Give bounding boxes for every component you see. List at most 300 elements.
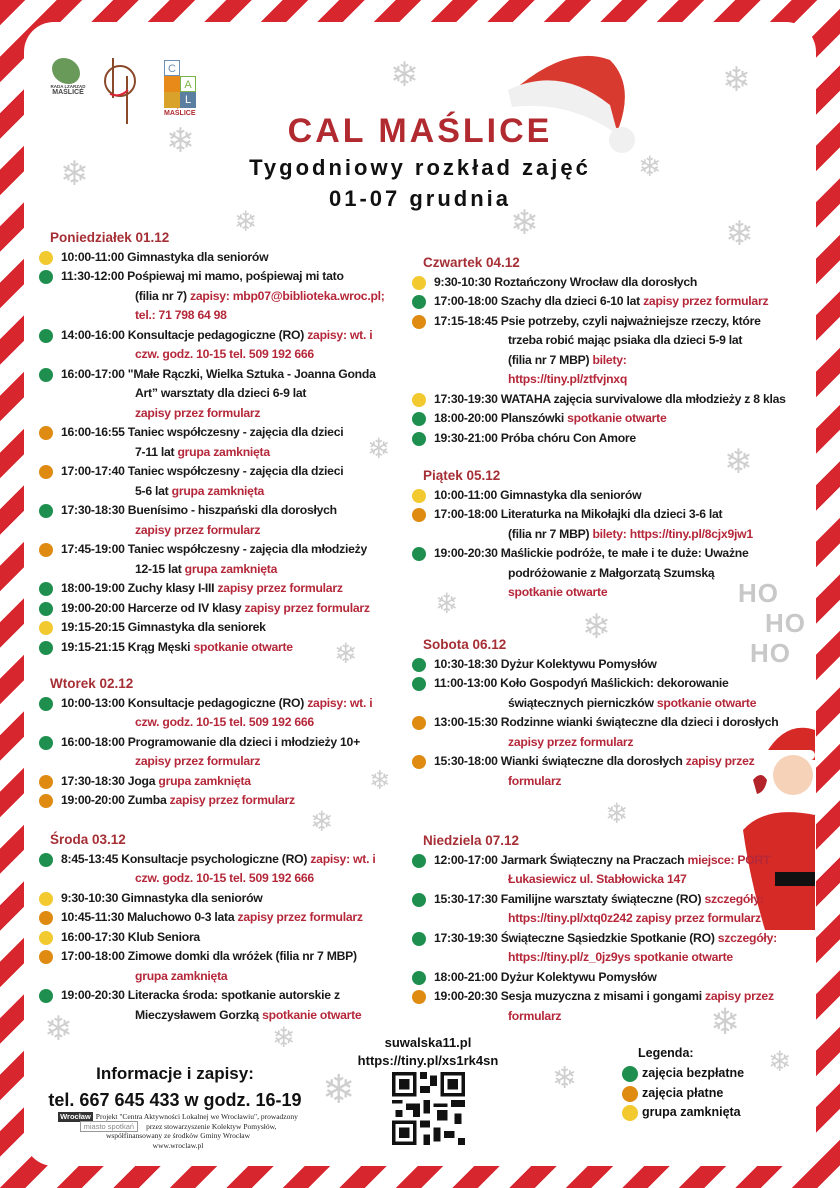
schedule-item: [423, 429, 813, 449]
item-note: czw. godz. 10-15 tel. 509 192 666: [135, 347, 314, 361]
item-continuation: [61, 384, 385, 404]
item-text: "Małe Rączki, Wielka Sztuka - Joanna Gonda: [127, 366, 376, 381]
ho-text: HO: [738, 578, 779, 608]
item-time: 19:00-20:00: [61, 600, 125, 615]
item-continuation: [61, 482, 385, 502]
snowflake-icon: ❄: [390, 55, 419, 95]
item-note: czw. godz. 10-15 tel. 509 192 666: [135, 715, 314, 729]
item-text: świątecznych pierniczków: [508, 695, 657, 710]
item-text: Literaturka na Mikołajki dla dzieci 3-6 lat: [500, 507, 723, 521]
item-continuation: [434, 909, 777, 929]
item-time: 18:00-20:00: [434, 411, 498, 425]
snowflake-icon: ❄: [722, 60, 751, 100]
item-line: [434, 409, 813, 429]
green-dot-icon: [412, 547, 426, 561]
info-block: [40, 1064, 310, 1111]
item-note: formularz: [508, 1008, 562, 1023]
legend-title: Legenda:: [638, 1046, 694, 1060]
item-text: Klub Seniora: [127, 929, 200, 944]
schedule-item: [50, 947, 375, 986]
item-time: 15:30-18:00: [434, 754, 498, 768]
schedule-item: [423, 312, 813, 390]
schedule-item: [50, 928, 375, 948]
item-continuation: [61, 404, 385, 424]
day-wednesday: [50, 830, 375, 1025]
item-continuation: [434, 525, 753, 545]
wroclaw-logo-tagline: miasto spotkań: [80, 1121, 138, 1132]
item-text: Konsultacje pedagogiczne (RO): [127, 327, 308, 342]
item-line: [61, 772, 372, 792]
orange-dot-icon: [412, 716, 426, 730]
item-continuation: [434, 370, 813, 390]
item-text: Konsultacje pedagogiczne (RO): [127, 695, 308, 710]
item-line: [434, 505, 753, 525]
item-line: [61, 947, 375, 967]
orange-dot-icon: [39, 543, 53, 557]
item-text: Koło Gospodyń Maślickich: dekorowanie: [500, 676, 729, 690]
day-heading: Środa 03.12: [50, 832, 126, 847]
item-line: [434, 292, 813, 312]
item-line: [61, 599, 385, 619]
item-line: [61, 733, 372, 753]
item-continuation: [434, 870, 777, 890]
tiny-link[interactable]: https://tiny.pl/xs1rk4sn: [357, 1053, 499, 1068]
item-note: zapisy przez formularz: [237, 910, 363, 924]
item-time: 19:00-20:30: [61, 988, 125, 1002]
schedule-item: [50, 365, 385, 424]
schedule-item: [50, 599, 385, 619]
item-note: czw. godz. 10-15 tel. 509 192 666: [135, 871, 314, 885]
item-time: 9:30-10:30: [61, 890, 119, 905]
yellow-dot-icon: [412, 393, 426, 407]
item-continuation: [61, 287, 385, 307]
item-time: 8:45-13:45: [61, 851, 119, 866]
orange-dot-icon: [39, 950, 53, 964]
cal-logo: [164, 60, 196, 117]
item-time: 17:30-18:30: [61, 503, 125, 517]
green-dot-icon: [412, 658, 426, 672]
website-link[interactable]: suwalska11.pl: [384, 1035, 472, 1050]
info-title: Informacje i zapisy:: [96, 1064, 254, 1083]
item-note: grupa zamknięta: [135, 968, 228, 983]
item-note: spotkanie otwarte: [508, 585, 608, 599]
item-line: [434, 429, 813, 449]
schedule-item: [50, 462, 385, 501]
schedule-item: [50, 908, 375, 928]
item-line: [61, 462, 385, 482]
item-time: 17:30-18:30: [61, 773, 125, 788]
item-time: 11:30-12:00: [61, 269, 124, 283]
schedule-item: [423, 544, 753, 603]
snowflake-icon: ❄: [334, 637, 358, 670]
yellow-dot-icon: [39, 621, 53, 635]
item-time: 17:00-18:00: [61, 949, 125, 963]
item-time: 19:30-21:00: [434, 430, 498, 445]
green-dot-icon: [39, 641, 53, 655]
project-link[interactable]: www.wroclaw.pl: [152, 1140, 204, 1150]
item-line: [434, 987, 777, 1007]
ho-text: HO: [750, 638, 791, 668]
item-line: [61, 638, 385, 658]
schedule-item: [50, 986, 375, 1025]
item-continuation: [61, 521, 385, 541]
schedule-item: [50, 267, 385, 326]
green-dot-icon: [39, 853, 53, 867]
item-note: zapisy przez formularz: [508, 734, 634, 749]
item-line: [434, 312, 813, 332]
schedule-item: [50, 791, 372, 811]
item-time: 19:15-20:15: [61, 620, 125, 634]
item-line: [61, 248, 385, 268]
schedule-item: [50, 540, 385, 579]
snowflake-icon: ❄: [435, 587, 459, 620]
orange-dot-icon: [412, 990, 426, 1004]
green-dot-icon: [39, 602, 53, 616]
legend-item-free: [620, 1064, 744, 1084]
qr-code[interactable]: [392, 1072, 465, 1145]
item-note: grupa zamknięta: [171, 483, 265, 498]
schedule-item: [423, 674, 778, 713]
item-text: Buenísimo - hiszpański dla dorosłych: [127, 503, 337, 517]
item-text: Krąg Męski: [127, 639, 194, 654]
day-heading: Wtorek 02.12: [50, 676, 134, 691]
item-time: 16:00-18:00: [61, 734, 125, 749]
orange-dot-icon: [412, 508, 426, 522]
item-text: Dyżur Kolektywu Pomysłów: [500, 969, 657, 984]
item-line: [434, 890, 777, 910]
item-note: https://tiny.pl/xtq0z242 zapisy przez formularz: [508, 911, 761, 925]
item-note: zapisy przez formularz: [135, 405, 261, 420]
item-continuation: [434, 583, 753, 603]
wroclaw-logo: Wrocław: [60, 1112, 91, 1121]
item-line: [61, 267, 385, 287]
item-continuation: [434, 1007, 777, 1027]
snowflake-icon: ❄: [44, 1009, 73, 1049]
day-heading: Sobota 06.12: [423, 637, 507, 652]
page-title: CAL MAŚLICE: [287, 112, 553, 150]
item-note: szczegóły:: [704, 891, 764, 906]
rada-maslice-logo: [48, 58, 88, 96]
item-continuation: [61, 306, 385, 326]
item-line: [61, 986, 375, 1006]
green-dot-icon: [39, 504, 53, 518]
schedule-item: [50, 326, 385, 365]
green-dot-icon: [39, 582, 53, 596]
schedule-item: [50, 889, 375, 909]
legend: [620, 1046, 744, 1123]
schedule-item: [423, 929, 777, 968]
item-continuation: [434, 331, 813, 351]
schedule-item: [50, 248, 385, 268]
green-dot-icon: [412, 432, 426, 446]
item-text: Gimnastyka dla seniorek: [127, 620, 266, 634]
snowflake-icon: ❄: [710, 1002, 741, 1043]
item-line: [61, 501, 385, 521]
item-note: bilety:: [592, 352, 627, 367]
schedule-item: [423, 505, 753, 544]
day-saturday: [423, 635, 778, 791]
item-note: spotkanie otwarte: [656, 695, 757, 710]
item-line: [434, 929, 777, 949]
item-text: Literacka środa: spotkanie autorskie z: [127, 988, 340, 1002]
item-note: formularz: [508, 773, 562, 788]
item-note: zapisy przez: [685, 754, 755, 768]
item-text: 7-11 lat: [135, 444, 178, 459]
item-text: Maślickie podróże, te małe i te duże: Uważne: [500, 546, 749, 560]
item-text: Jarmark Świąteczny na Praczach: [500, 852, 688, 867]
legend-label: zajęcia płatne: [642, 1085, 724, 1100]
snowflake-icon: ❄: [322, 1067, 356, 1113]
item-note: zapisy przez formularz: [135, 754, 261, 768]
item-time: 12:00-17:00: [434, 852, 498, 867]
green-dot-icon: [412, 677, 426, 691]
item-text: Taniec współczesny - zajęcia dla młodzieży: [127, 542, 368, 556]
snowflake-icon: ❄: [768, 1045, 792, 1078]
orange-dot-icon: [39, 775, 53, 789]
item-text: Art” warsztaty dla dzieci 6-9 lat: [135, 386, 307, 400]
item-note: grupa zamknięta: [184, 561, 278, 576]
green-dot-icon: [39, 329, 53, 343]
project-text: przez stowarzyszenie Kolektyw Pomysłów,: [146, 1121, 277, 1131]
item-time: 10:45-11:30: [61, 910, 124, 924]
item-continuation: [434, 351, 813, 371]
item-text: 12-15 lat: [135, 561, 185, 576]
item-line: [61, 365, 385, 385]
snowflake-icon: ❄: [582, 607, 611, 647]
green-dot-icon: [39, 989, 53, 1003]
item-text: (filia nr 7 MBP): [508, 352, 593, 367]
ho-text: HO: [765, 608, 806, 638]
project-text: współfinansowany ze środków Gminy Wrocław: [105, 1131, 251, 1140]
yellow-dot-icon: [412, 276, 426, 290]
green-dot-icon: [412, 893, 426, 907]
item-time: 14:00-16:00: [61, 327, 125, 342]
item-text: Świąteczne Sąsiedzkie Spotkanie (RO): [500, 930, 718, 945]
green-dot-icon: [39, 368, 53, 382]
item-line: [434, 544, 753, 564]
green-dot-icon: [412, 295, 426, 309]
item-text: (filia nr 7 MBP): [508, 526, 593, 541]
project-text: Projekt "Centra Aktywności Lokalnej we Wrocławiu", prowadzony: [95, 1112, 298, 1121]
green-dot-icon: [412, 932, 426, 946]
yellow-dot-icon: [39, 892, 53, 906]
item-continuation: [61, 713, 372, 733]
item-time: 17:30-19:30: [434, 391, 498, 406]
item-text: 5-6 lat: [135, 483, 172, 498]
snowflake-icon: ❄: [725, 214, 754, 254]
snowflake-icon: ❄: [552, 1061, 578, 1096]
item-line: [434, 851, 777, 871]
day-tuesday: [50, 674, 372, 811]
item-note: zapisy: wt. i: [307, 695, 373, 710]
item-note: tel.: 71 798 64 98: [135, 308, 227, 322]
orange-dot-icon: [39, 911, 53, 925]
green-dot-icon: [39, 270, 53, 284]
green-dot-icon: [412, 412, 426, 426]
item-note: zapisy przez formularz: [135, 522, 261, 537]
item-line: [61, 694, 372, 714]
schedule-item: [423, 987, 777, 1026]
schedule-item: [50, 501, 385, 540]
item-text: Familijne warsztaty świąteczne (RO): [500, 891, 705, 906]
green-dot-icon: [39, 736, 53, 750]
schedule-item: [423, 273, 813, 293]
item-note: zapisy przez formularz: [169, 793, 295, 807]
orange-dot-icon: [39, 465, 53, 479]
item-continuation: [61, 345, 385, 365]
item-line: [61, 908, 375, 928]
item-time: 10:00-11:00: [61, 249, 124, 264]
item-text: Zumba: [127, 793, 170, 807]
item-text: Joga: [127, 773, 159, 788]
item-text: Taniec współczesny - zajęcia dla dzieci: [127, 425, 344, 439]
yellow-dot-icon: [39, 931, 53, 945]
schedule-item: [423, 409, 813, 429]
item-text: Zuchy klasy I-III: [127, 581, 218, 595]
item-continuation: [434, 694, 778, 714]
snowflake-icon: ❄: [60, 154, 89, 194]
item-note: zapisy przez: [704, 989, 774, 1003]
legend-label: zajęcia bezpłatne: [642, 1066, 745, 1080]
project-note: [48, 1112, 308, 1150]
item-time: 19:15-21:15: [61, 639, 125, 654]
item-text: Harcerze od IV klasy: [127, 600, 245, 615]
item-text: Roztańczony Wrocław dla dorosłych: [494, 274, 698, 289]
item-line: [61, 889, 375, 909]
item-time: 10:00-11:00: [434, 487, 497, 502]
day-heading: Poniedziałek 01.12: [50, 230, 170, 245]
item-time: 17:30-19:30: [434, 930, 498, 945]
schedule-item: [423, 486, 753, 506]
item-note: spotkanie otwarte: [262, 1007, 362, 1022]
yellow-dot-icon: [622, 1105, 638, 1121]
item-time: 17:15-18:45: [434, 313, 498, 328]
schedule-item: [423, 851, 777, 890]
snowflake-icon: ❄: [234, 205, 258, 238]
item-note: szczegóły:: [717, 930, 777, 945]
item-time: 9:30-10:30: [434, 274, 492, 289]
item-continuation: [61, 1006, 375, 1026]
item-continuation: [434, 733, 778, 753]
item-text: Gimnastyka dla seniorów: [127, 249, 269, 264]
item-line: [61, 540, 385, 560]
website-block: [328, 1034, 528, 1070]
item-text: Pośpiewaj mi mamo, pośpiewaj mi tato: [127, 269, 344, 283]
item-continuation: [434, 564, 753, 584]
item-line: [61, 423, 385, 443]
item-time: 16:00-17:30: [61, 929, 125, 944]
item-note: bilety: https://tiny.pl/8cjx9jw1: [592, 526, 753, 541]
schedule-item: [50, 694, 372, 733]
day-thursday: [423, 253, 813, 448]
legend-item-paid: [620, 1084, 744, 1104]
item-text: trzeba robić mając psiaka dla dzieci 5-9 lat: [508, 333, 743, 347]
snowflake-icon: ❄: [369, 766, 391, 796]
snowflake-icon: ❄: [272, 1021, 296, 1054]
item-time: 17:00-18:00: [434, 507, 498, 521]
item-time: 17:00-17:40: [61, 464, 125, 478]
item-line: [61, 579, 385, 599]
item-note: spotkanie otwarte: [567, 411, 667, 425]
item-text: WATAHA zajęcia survivalowe dla młodzieży z 8 klas: [500, 391, 786, 406]
item-text: Konsultacje psychologiczne (RO): [121, 851, 311, 866]
item-continuation: [61, 752, 372, 772]
item-note: zapisy: mbp07@biblioteka.wroc.pl;: [190, 288, 385, 303]
schedule-item: [423, 655, 778, 675]
item-line: [61, 928, 375, 948]
item-time: 18:00-21:00: [434, 969, 498, 984]
schedule-item: [423, 713, 778, 752]
orange-dot-icon: [412, 755, 426, 769]
green-dot-icon: [39, 697, 53, 711]
item-text: Programowanie dla dzieci i młodzieży 10+: [127, 734, 360, 749]
date-range: 01-07 grudnia: [328, 186, 512, 211]
item-text: Gimnastyka dla seniorów: [500, 487, 642, 502]
item-note: https://tiny.pl/z_0jz9ys spotkanie otwarte: [508, 950, 733, 964]
item-text: Rodzinne wianki świąteczne dla dzieci i dorosłych: [500, 715, 779, 729]
item-text: Gimnastyka dla seniorów: [121, 890, 263, 905]
item-note: grupa zamknięta: [158, 773, 251, 788]
snowflake-icon: ❄: [367, 432, 391, 465]
snowflake-icon: ❄: [638, 150, 662, 183]
legend-label: grupa zamknięta: [642, 1105, 741, 1119]
item-note: zapisy przez formularz: [217, 581, 343, 595]
schedule-item: [50, 850, 375, 889]
item-line: [434, 752, 778, 772]
item-time: 10:00-13:00: [61, 695, 125, 710]
day-friday: [423, 466, 753, 603]
item-text: Próba chóru Con Amore: [500, 430, 636, 445]
orange-dot-icon: [39, 794, 53, 808]
item-note: spotkanie otwarte: [193, 639, 293, 654]
snowflake-icon: ❄: [510, 203, 539, 243]
schedule-item: [423, 390, 813, 410]
snowflake-icon: ❄: [166, 121, 195, 161]
item-line: [61, 618, 385, 638]
item-time: 16:00-16:55: [61, 425, 125, 439]
item-continuation: [61, 560, 385, 580]
item-line: [434, 273, 813, 293]
day-heading: Czwartek 04.12: [423, 255, 520, 270]
item-time: 17:00-18:00: [434, 294, 498, 308]
logo-letter: C: [164, 60, 180, 76]
item-text: Planszówki: [500, 411, 568, 425]
schedule-item: [50, 423, 385, 462]
item-time: 18:00-19:00: [61, 581, 125, 595]
schedule-item: [423, 968, 777, 988]
schedule-item: [423, 292, 813, 312]
snowflake-icon: ❄: [605, 797, 629, 830]
orange-dot-icon: [622, 1086, 638, 1102]
logo-letter: L: [180, 92, 196, 108]
logo-text: MAŚLICE: [52, 89, 84, 96]
item-line: [434, 390, 813, 410]
green-dot-icon: [622, 1066, 638, 1082]
yellow-dot-icon: [412, 489, 426, 503]
snowflake-icon: ❄: [724, 442, 753, 482]
item-text: Psie potrzeby, czyli najważniejsze rzeczy, które: [500, 313, 761, 328]
item-note: https://tiny.pl/ztfvjnxq: [508, 372, 628, 386]
item-time: 10:30-18:30: [434, 656, 498, 671]
schedule-item: [50, 638, 385, 658]
snowflake-icon: ❄: [310, 805, 334, 838]
item-text: Dyżur Kolektywu Pomysłów: [500, 656, 657, 671]
info-phone: tel. 667 645 433 w godz. 16-19: [48, 1090, 302, 1110]
schedule-item: [50, 618, 385, 638]
logo-text: MAŚLICE: [164, 110, 196, 117]
item-time: 15:30-17:30: [434, 891, 498, 906]
item-text: Maluchowo 0-3 lata: [127, 910, 238, 924]
